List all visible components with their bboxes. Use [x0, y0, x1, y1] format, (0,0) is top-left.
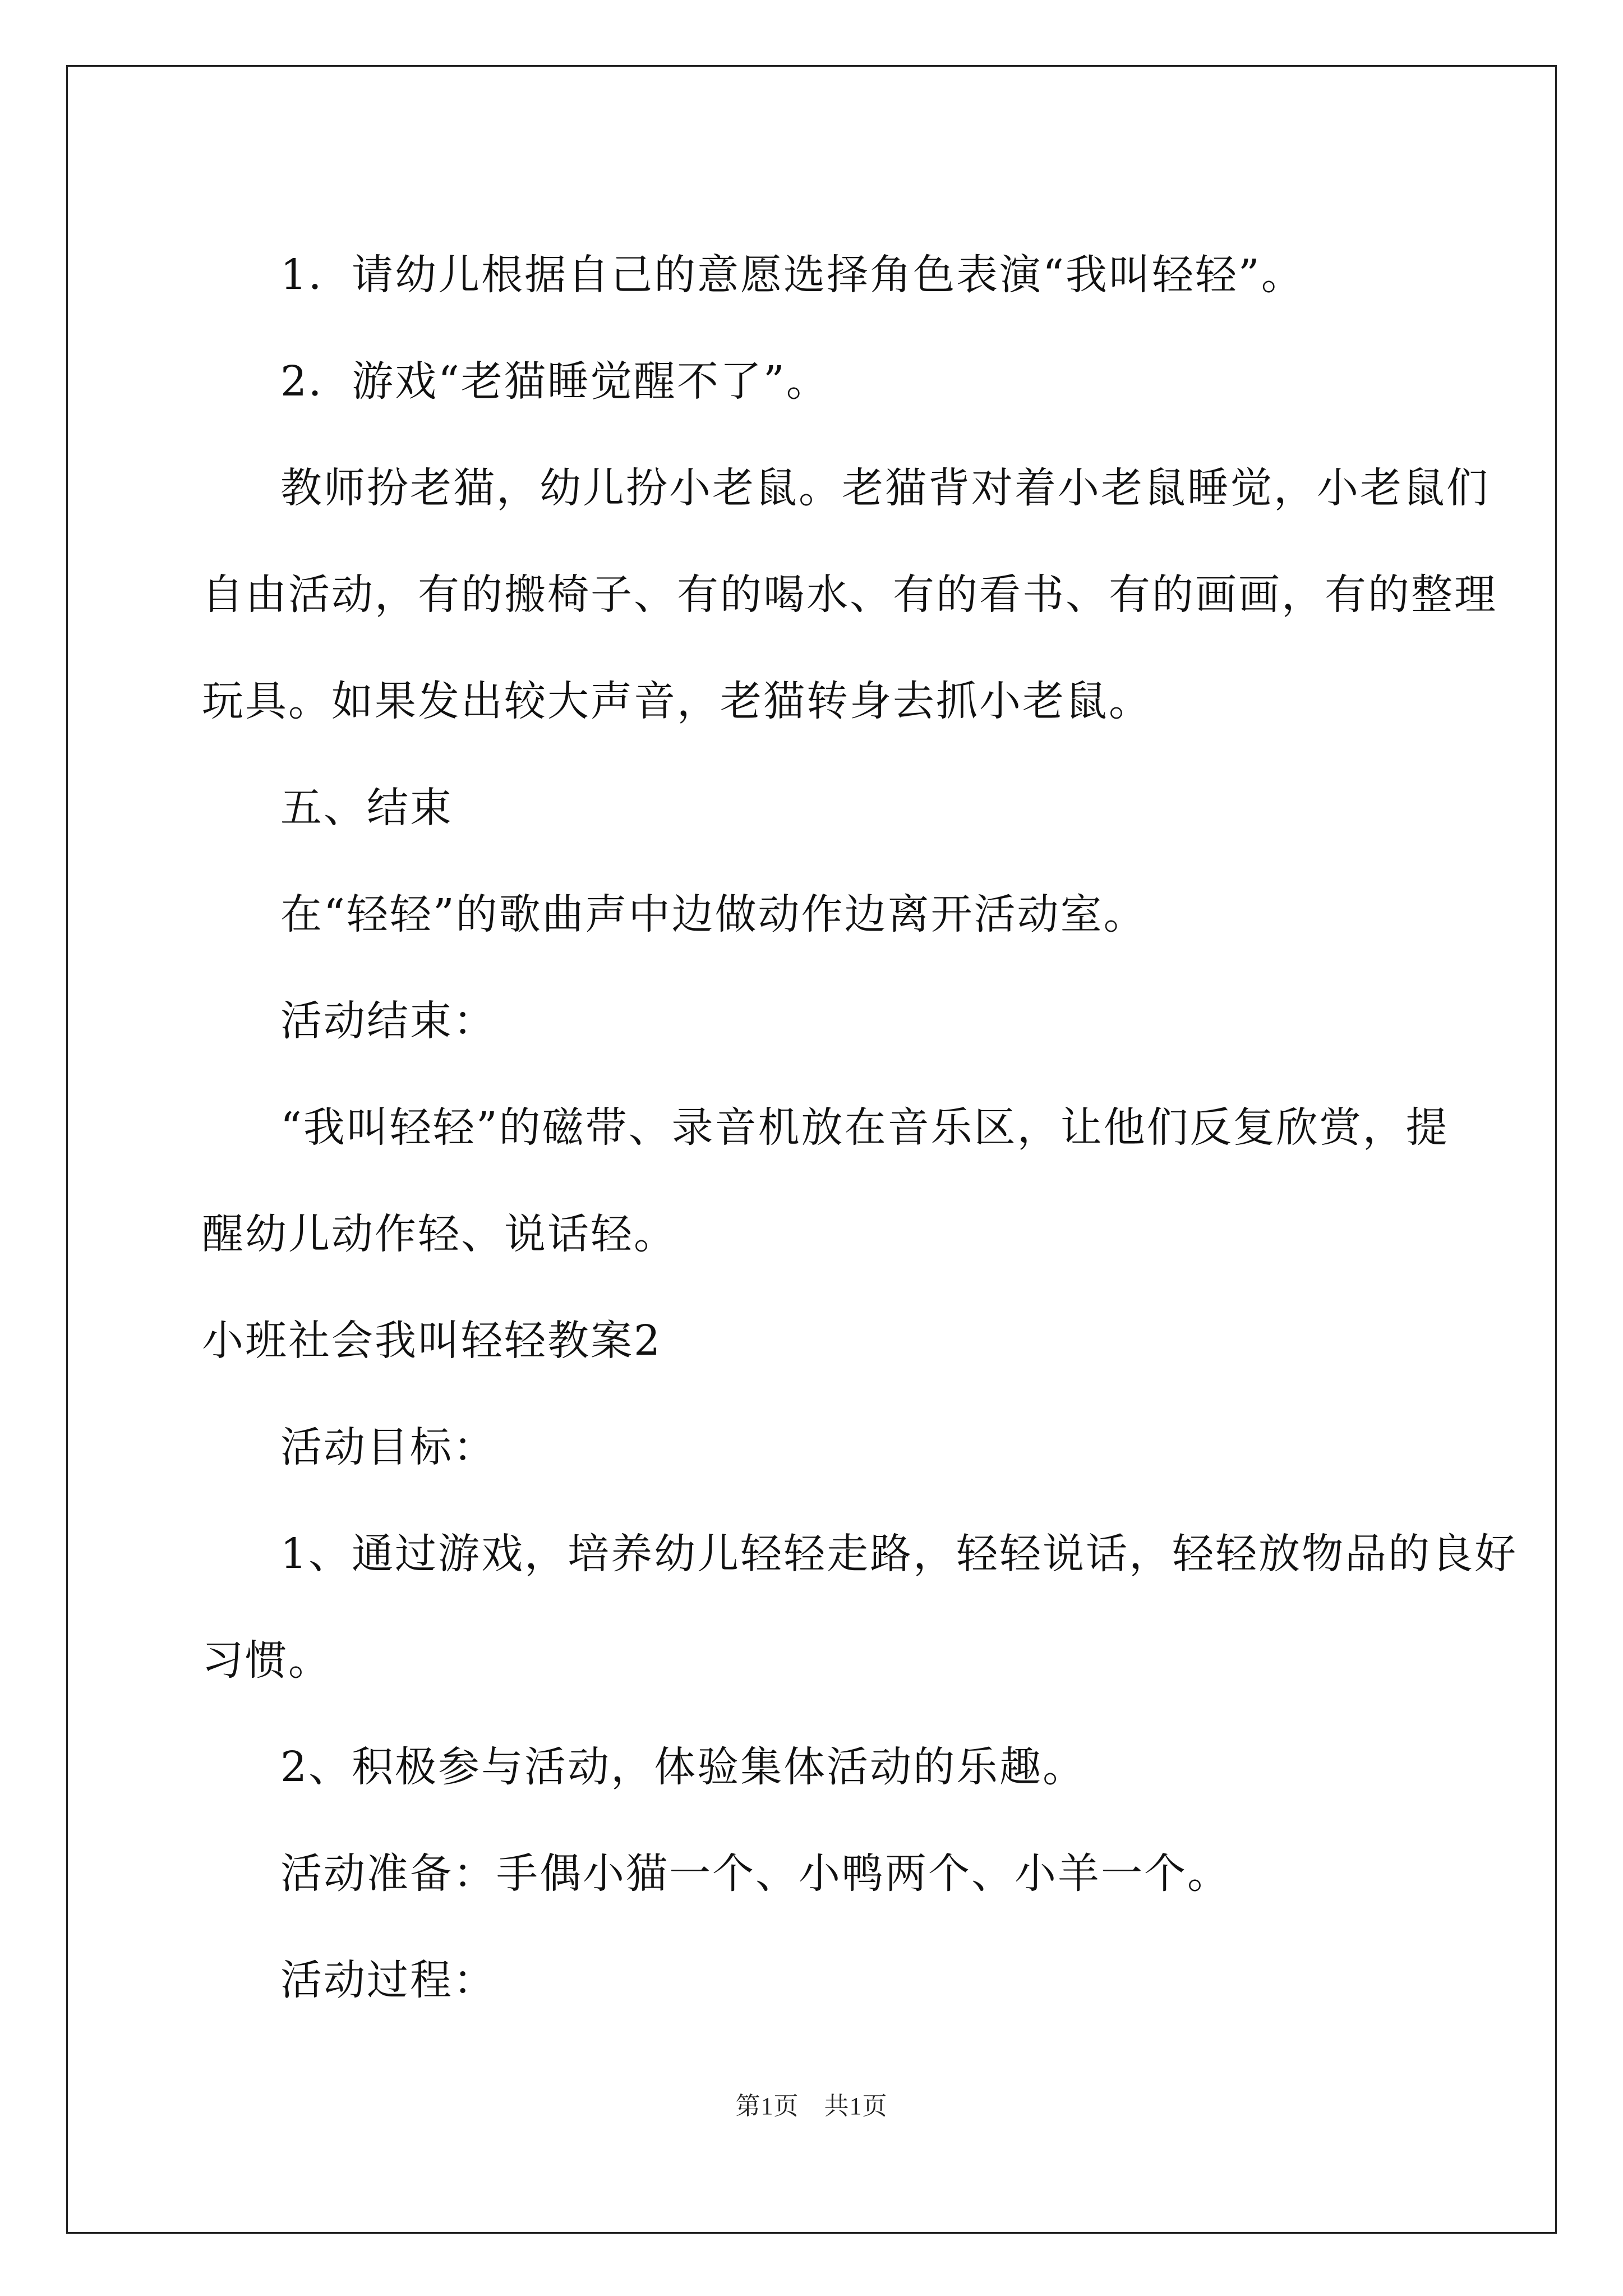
document-title: 小班社会我叫轻轻教案2: [202, 1317, 662, 1365]
document-body: [202, 222, 1518, 2033]
paragraph-line: 2、积极参与活动，体验集体活动的乐趣。: [280, 1743, 1086, 1791]
paragraph-line: 1．请幼儿根据自己的意愿选择角色表演“我叫轻轻”。: [280, 251, 1304, 299]
paragraph-line: 2．游戏“老猫睡觉醒不了”。: [280, 357, 829, 406]
paragraph-line: 醒幼儿动作轻、说话轻。: [202, 1210, 677, 1258]
paragraph-line: 活动准备：手偶小猫一个、小鸭两个、小羊一个。: [280, 1849, 1230, 1898]
paragraph-line: 自由活动，有的搬椅子、有的喝水、有的看书、有的画画，有的整理: [202, 570, 1497, 619]
paragraph-line: “我叫轻轻”的磁带、录音机放在音乐区，让他们反复欣赏，提: [280, 1103, 1449, 1152]
paragraph-line: 在“轻轻”的歌曲声中边做动作边离开活动室。: [280, 890, 1147, 938]
paragraph-line: 活动目标：: [280, 1423, 496, 1471]
section-heading: 五、结束: [280, 784, 453, 832]
paragraph-line: 习惯。: [202, 1636, 331, 1685]
paragraph-line: 活动过程：: [280, 1956, 496, 2004]
paragraph-line: 玩具。如果发出较大声音，老猫转身去抓小老鼠。: [202, 677, 1152, 725]
paragraph-line: 活动结束：: [280, 997, 496, 1045]
page-footer: 第1页 共1页: [735, 2092, 888, 2120]
paragraph-line: 1、通过游戏，培养幼儿轻轻走路，轻轻说话，轻轻放物品的良好: [280, 1530, 1518, 1578]
paragraph-line: 教师扮老猫，幼儿扮小老鼠。老猫背对着小老鼠睡觉，小老鼠们: [280, 464, 1490, 512]
